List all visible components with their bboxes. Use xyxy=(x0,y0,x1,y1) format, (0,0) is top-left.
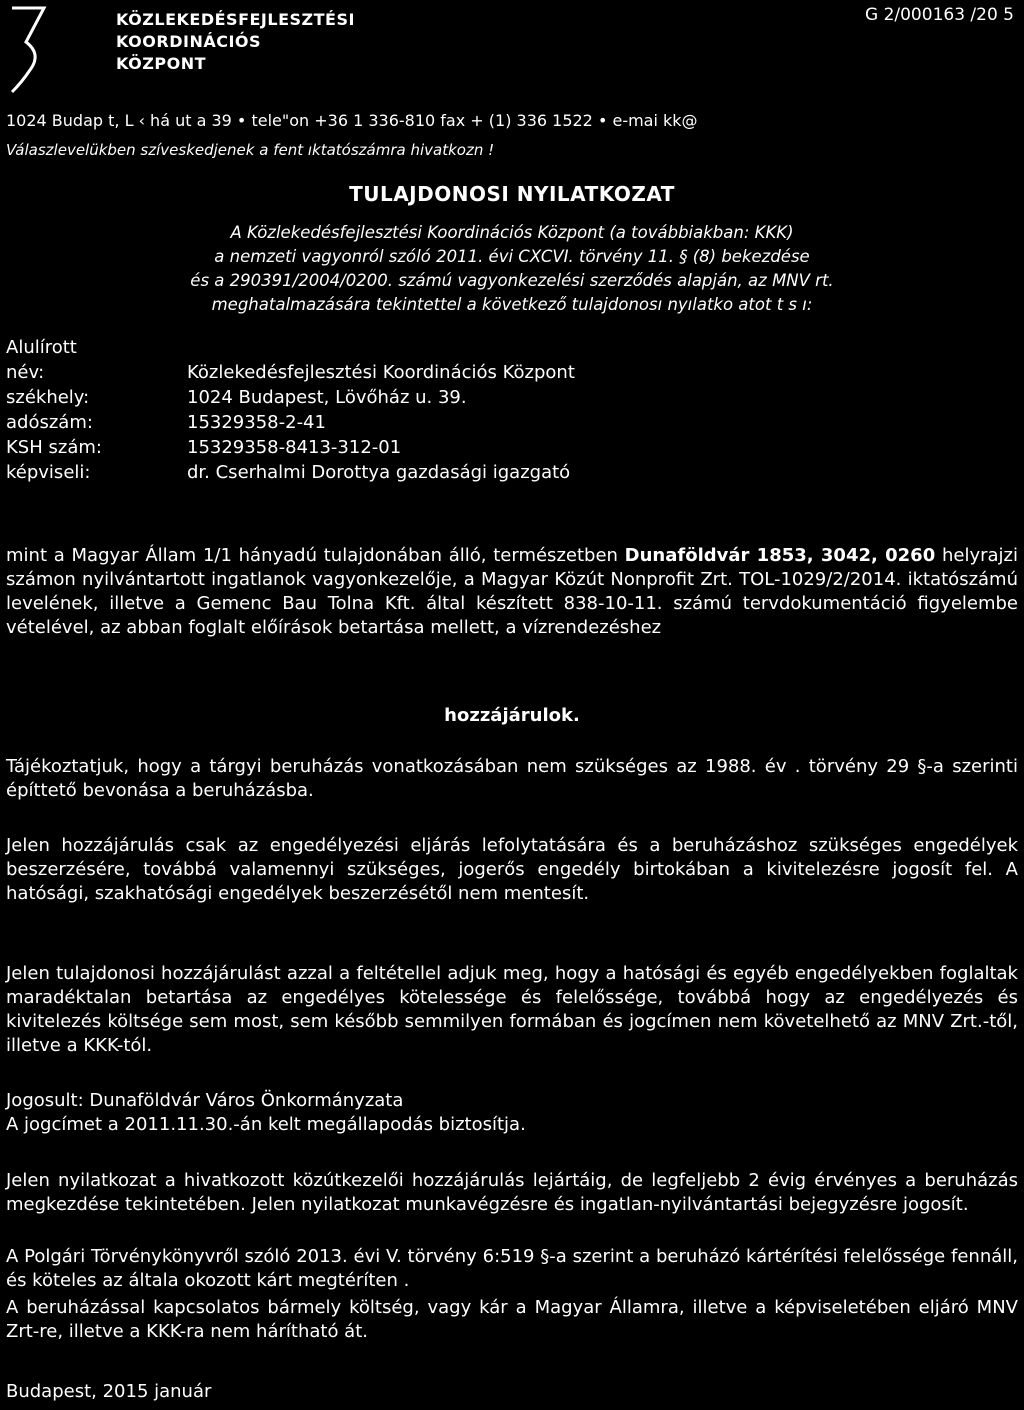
validity-paragraph: Jelen nyilatkozat a hivatkozott közútkezelői hozzájárulás lejártáig, de legfeljebb 2 évig érvényes a beruházás megkezdése tekintetében. Jelen nyilatkozat munkavégzésre és ingatlan-nyilvántartási bejegyzésre jogosít. xyxy=(6,1170,1018,1215)
organization-name xyxy=(116,9,355,75)
condition-paragraph: Jelen tulajdonosi hozzájárulást azzal a feltétellel adjuk meg, hogy a hatósági és egyéb engedélyekben foglaltak maradéktalan betartása az engedélyes kötelessége és felelőssége, továbbá hogy az engedélyezés és kivitelezés költsége sem most, sem később semmilyen formában és jogcímen nem követelhető az MNV Zrt.-től, illetve a KKK-tól. xyxy=(6,963,1018,1056)
intro-line: a nemzeti vagyonról szóló 2011. évi CXCVI. törvény 11. § (8) bekezdése xyxy=(214,247,810,266)
org-name-line: KÖZPONT xyxy=(116,54,207,73)
intro-line: A Közlekedésfejlesztési Koordinációs Központ (a továbbiakban: KKK) xyxy=(230,223,794,242)
reference-number: G 2/000163 /20 5 xyxy=(865,5,1014,25)
entitled-block xyxy=(6,1089,1018,1137)
consent-text-before: mint a Magyar Állam 1/1 hányadú tulajdonában álló, természetben xyxy=(6,545,625,566)
field-value: dr. Cserhalmi Dorottya gazdasági igazgató xyxy=(187,462,571,483)
consent-text-after: helyrajzi számon nyilvántartott ingatlanok vagyonkezelője, a Magyar Közút Nonprofit Zrt. TOL-1029/2/2014. iktatószámú levelének, illetve a Gemenc Bau Tolna Kft. által készített 838-10-11. számú tervdokumentáció figyelembe vételével, az abban foglalt előírások betartása mellett, a vízrendezéshez xyxy=(6,545,1018,638)
place-date: Budapest, 2015 január xyxy=(6,1381,212,1402)
costs-paragraph: A beruházással kapcsolatos bármely költség, vagy kár a Magyar Államra, illetve a képviseletében eljáró MNV Zrt-re, illetve a KKK-ra nem hárítható át. xyxy=(6,1297,1018,1342)
parcel-numbers: Dunaföldvár 1853, 3042, 0260 xyxy=(624,545,936,566)
document-title: TULAJDONOSI NYILATKOZAT xyxy=(349,182,675,206)
intro-line: és a 290391/2004/0200. számú vagyonkezelési szerződés alapján, az MNV rt. xyxy=(190,271,834,290)
field-value: 1024 Budapest, Lövőház u. 39. xyxy=(187,387,467,408)
field-row-representative xyxy=(6,460,575,485)
field-value: 15329358-8413-312-01 xyxy=(187,437,402,458)
field-label: adószám: xyxy=(6,412,93,433)
intro-paragraph xyxy=(0,221,1024,317)
field-row-tax-number xyxy=(6,410,575,435)
entitled-line: A jogcímet a 2011.11.30.-án kelt megállapodás biztosítja. xyxy=(6,1114,526,1135)
consent-paragraph xyxy=(6,544,1018,640)
entitled-line: Jogosult: Dunaföldvár Város Önkormányzata xyxy=(6,1090,404,1111)
undersigned-heading: Alulírott xyxy=(6,337,77,358)
intro-line: meghatalmazására tekintettel a következő tulajdonosı nyılatko atot t s ı: xyxy=(211,295,813,314)
consent-statement: hozzájárulok. xyxy=(444,705,580,726)
undersigned-block xyxy=(6,335,575,485)
bracket-logo-icon xyxy=(4,4,54,108)
liability-paragraph: A Polgári Törvénykönyvről szóló 2013. évi V. törvény 6:519 §-a szerint a beruházó kártérítési felelőssége fennáll, és köteles az általa okozott kárt megtéríten . xyxy=(6,1246,1018,1291)
org-name-line: KÖZLEKEDÉSFEJLESZTÉSI xyxy=(116,10,355,29)
field-value: 15329358-2-41 xyxy=(187,412,326,433)
org-name-line: KOORDINÁCIÓS xyxy=(116,32,262,51)
field-row-seat xyxy=(6,385,575,410)
field-row-ksh-number xyxy=(6,435,575,460)
field-label: KSH szám: xyxy=(6,437,102,458)
field-label: székhely: xyxy=(6,387,90,408)
info-paragraph: Tájékoztatjuk, hogy a tárgyi beruházás vonatkozásában nem szükséges az 1988. év . törvény 29 §-a szerinti építtető bevonása a beruházásba. xyxy=(6,756,1018,801)
field-value: Közlekedésfejlesztési Koordinációs Központ xyxy=(187,362,575,383)
field-label: név: xyxy=(6,362,45,383)
reply-note: Válaszlevelükben szíveskedjenek a fent ıktatószámra hivatkozn ! xyxy=(6,141,495,159)
contact-line: 1024 Budap t, L ‹ há ut a 39 • tele"on +36 1 336-810 fax + (1) 336 1522 • e-mai kk@ xyxy=(6,111,698,130)
field-row-name xyxy=(6,360,575,385)
scope-paragraph: Jelen hozzájárulás csak az engedélyezési eljárás lefolytatására és a beruházáshoz szükséges engedélyek beszerzésére, továbbá valamennyi szükséges, jogerős engedély birtokában a kivitelezésre jogosít fel. A hatósági, szakhatósági engedélyek beszerzésétől nem mentesít. xyxy=(6,835,1018,904)
field-label: képviseli: xyxy=(6,462,91,483)
